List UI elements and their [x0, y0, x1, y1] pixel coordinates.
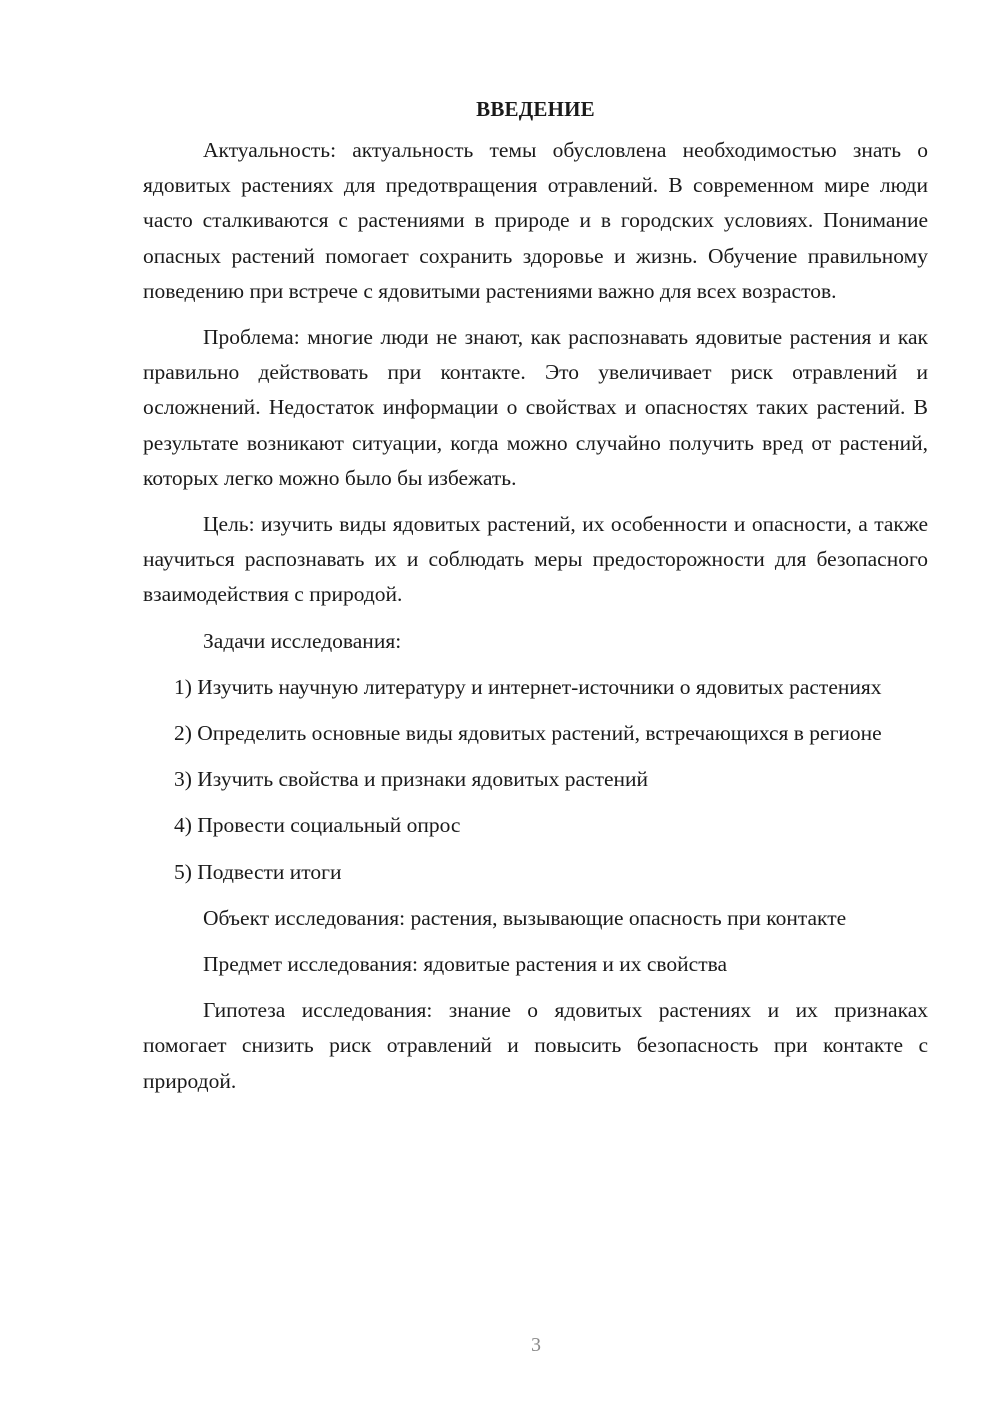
task-item: 5) Подвести итоги [174, 859, 342, 884]
task-item: 1) Изучить научную литературу и интернет-источники о ядовитых растениях [174, 674, 882, 699]
paragraph-relevance: Актуальность: актуальность темы обусловлена необходимостью знать о ядовитых растениях для предотвращения отравлений. В современном мире люди часто сталкиваются с растениями в природе и в городских условиях. Понимание опасных растений помогает сохранить здоровье и жизнь. Обучение правильному поведению при встрече с ядовитыми растениями важно для всех возрастов. [143, 138, 928, 303]
task-item: 4) Провести социальный опрос [174, 813, 461, 838]
tasks-heading: Задачи исследования: [203, 628, 402, 653]
page-number: 3 [531, 1334, 541, 1356]
paragraph-goal: Цель: изучить виды ядовитых растений, их особенности и опасности, а также научиться распознавать их и соблюдать меры предосторожности для безопасного взаимодействия с природой. [143, 512, 928, 607]
document-page [143, 92, 928, 1110]
task-item: 3) Изучить свойства и признаки ядовитых растений [174, 767, 649, 792]
paragraph-hypothesis: Гипотеза исследования: знание о ядовитых растениях и их признаках помогает снизить риск отравлений и повысить безопасность при контакте с природой. [143, 998, 928, 1093]
paragraph-object: Объект исследования: растения, вызывающие опасность при контакте [203, 905, 847, 930]
section-title: ВВЕДЕНИЕ [476, 97, 595, 121]
paragraph-problem: Проблема: многие люди не знают, как распознавать ядовитые растения и как правильно действовать при контакте. Это увеличивает риск отравлений и осложнений. Недостаток информации о свойствах и опасностях таких растений. В результате возникают ситуации, когда можно случайно получить вред от растений, которых легко можно было бы избежать. [143, 325, 928, 490]
task-item: 2) Определить основные виды ядовитых растений, встречающихся в регионе [174, 721, 882, 746]
paragraph-subject: Предмет исследования: ядовитые растения и их свойства [203, 952, 728, 977]
tasks-list [143, 670, 928, 890]
